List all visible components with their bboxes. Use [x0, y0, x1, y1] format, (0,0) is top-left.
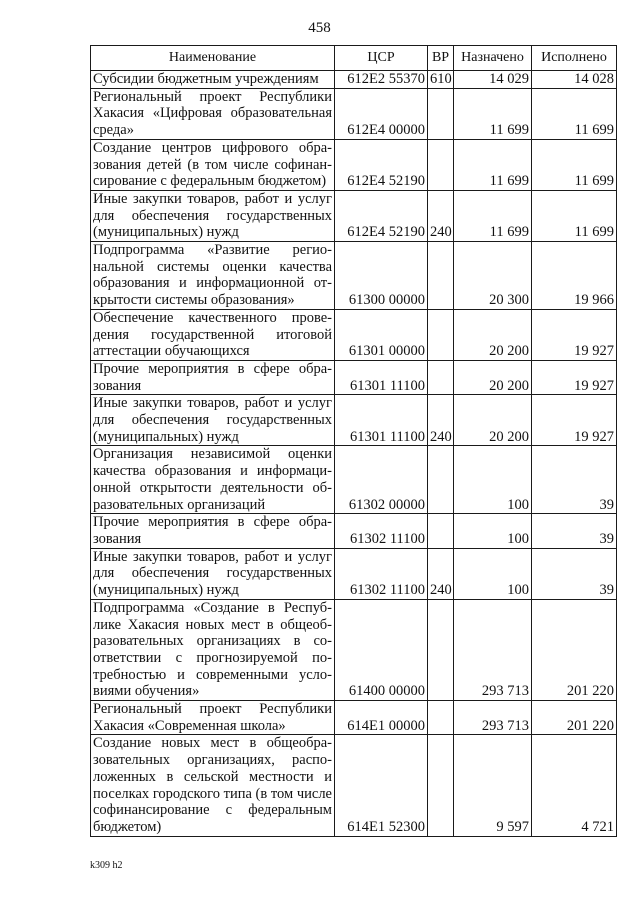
row-name: Создание новых мест в общеобразовательных организациях, расположенных в сельской местности и поселках городского типа (в том числе софинансирование с федеральным бюджетом) [91, 735, 335, 836]
row-executed: 201 220 [532, 599, 617, 700]
row-csr: 614E1 52300 [335, 735, 428, 836]
row-planned: 11 699 [454, 88, 532, 139]
row-name: Региональный проект Республики Хакасия «Современная школа» [91, 701, 335, 735]
row-planned: 11 699 [454, 190, 532, 241]
row-planned: 100 [454, 446, 532, 514]
row-vr [428, 599, 454, 700]
header-planned: Назначено [454, 46, 532, 71]
row-name: Иные закупки товаров, работ и услуг для обеспечения государственных (муниципальных) нужд [91, 395, 335, 446]
table-row [91, 599, 617, 700]
row-executed: 19 966 [532, 242, 617, 310]
row-vr [428, 360, 454, 394]
row-csr: 61301 11100 [335, 395, 428, 446]
row-planned: 100 [454, 514, 532, 548]
header-executed: Исполнено [532, 46, 617, 71]
row-name: Прочие мероприятия в сфере образования [91, 514, 335, 548]
row-name: Обеспечение качественного проведения государственной итоговой аттестации обучающихся [91, 309, 335, 360]
table-row [91, 71, 617, 89]
row-executed: 11 699 [532, 190, 617, 241]
row-csr: 61302 11100 [335, 548, 428, 599]
row-csr: 612E4 00000 [335, 88, 428, 139]
row-name: Создание центров цифрового образования детей (в том числе софинансирование с федеральным бюджетом) [91, 139, 335, 190]
header-vr: ВР [428, 46, 454, 71]
row-planned: 11 699 [454, 139, 532, 190]
table-row [91, 190, 617, 241]
row-planned: 9 597 [454, 735, 532, 836]
row-executed: 39 [532, 548, 617, 599]
row-executed: 19 927 [532, 395, 617, 446]
row-name: Подпрограмма «Развитие региональной системы оценки качества образования и информационной открытости системы образования» [91, 242, 335, 310]
row-csr: 61400 00000 [335, 599, 428, 700]
row-csr: 612E2 55370 [335, 71, 428, 89]
row-name: Иные закупки товаров, работ и услуг для обеспечения государственных (муниципальных) нужд [91, 548, 335, 599]
row-vr [428, 88, 454, 139]
table-row [91, 548, 617, 599]
row-csr: 612E4 52190 [335, 139, 428, 190]
row-csr: 61301 00000 [335, 309, 428, 360]
row-planned: 20 300 [454, 242, 532, 310]
row-executed: 4 721 [532, 735, 617, 836]
table-row [91, 701, 617, 735]
row-name: Региональный проект Республики Хакасия «Цифровая образовательная среда» [91, 88, 335, 139]
row-vr: 240 [428, 548, 454, 599]
row-planned: 293 713 [454, 599, 532, 700]
row-executed: 19 927 [532, 360, 617, 394]
row-vr: 610 [428, 71, 454, 89]
row-name: Подпрограмма «Создание в Республике Хакасия новых мест в общеобразовательных организациях в соответствии с прогнозируемой потребностью и современными условиями обучения» [91, 599, 335, 700]
table-row [91, 735, 617, 836]
row-csr: 61302 00000 [335, 446, 428, 514]
row-vr [428, 242, 454, 310]
budget-table [90, 45, 617, 837]
row-name: Иные закупки товаров, работ и услуг для обеспечения государственных (муниципальных) нужд [91, 190, 335, 241]
row-executed: 201 220 [532, 701, 617, 735]
row-csr: 61300 00000 [335, 242, 428, 310]
row-planned: 14 029 [454, 71, 532, 89]
row-vr [428, 701, 454, 735]
table-body [91, 71, 617, 837]
table-row [91, 514, 617, 548]
table-row [91, 309, 617, 360]
footer-code: k309 h2 [90, 860, 123, 871]
row-executed: 14 028 [532, 71, 617, 89]
row-csr: 61301 11100 [335, 360, 428, 394]
row-executed: 11 699 [532, 139, 617, 190]
table-row [91, 360, 617, 394]
row-vr [428, 446, 454, 514]
row-name: Субсидии бюджетным учреждениям [91, 71, 335, 89]
row-executed: 39 [532, 514, 617, 548]
row-csr: 614E1 00000 [335, 701, 428, 735]
table-header-row [91, 46, 617, 71]
row-vr [428, 309, 454, 360]
table-row [91, 139, 617, 190]
row-name: Организация независимой оценки качества образования и информационной открытости деятельности образовательных организаций [91, 446, 335, 514]
table-row [91, 242, 617, 310]
header-name: Наименование [91, 46, 335, 71]
row-planned: 293 713 [454, 701, 532, 735]
row-name: Прочие мероприятия в сфере образования [91, 360, 335, 394]
row-planned: 20 200 [454, 395, 532, 446]
row-executed: 39 [532, 446, 617, 514]
row-vr: 240 [428, 395, 454, 446]
row-planned: 20 200 [454, 360, 532, 394]
row-executed: 11 699 [532, 88, 617, 139]
row-executed: 19 927 [532, 309, 617, 360]
row-planned: 100 [454, 548, 532, 599]
row-vr [428, 514, 454, 548]
header-csr: ЦСР [335, 46, 428, 71]
row-planned: 20 200 [454, 309, 532, 360]
table-row [91, 395, 617, 446]
table-row [91, 446, 617, 514]
page-number: 458 [308, 20, 331, 36]
row-vr [428, 735, 454, 836]
row-vr: 240 [428, 190, 454, 241]
row-vr [428, 139, 454, 190]
row-csr: 612E4 52190 [335, 190, 428, 241]
table-row [91, 88, 617, 139]
row-csr: 61302 11100 [335, 514, 428, 548]
